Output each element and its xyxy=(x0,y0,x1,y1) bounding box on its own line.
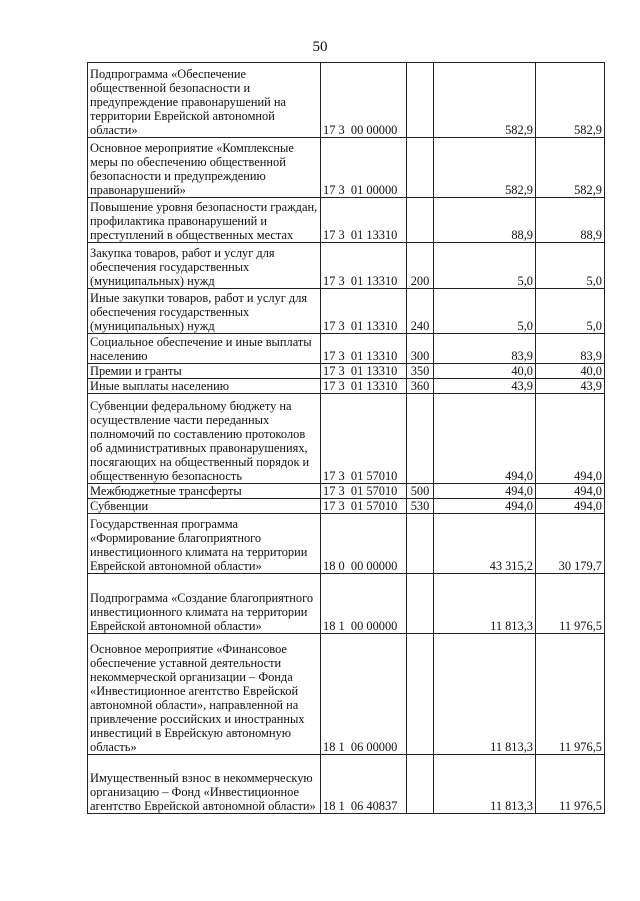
row-value-2: 5,0 xyxy=(536,289,605,334)
row-expense-type xyxy=(407,755,434,814)
row-code: 18 1 06 00000 xyxy=(321,634,407,755)
row-value-1: 11 813,3 xyxy=(434,574,536,634)
row-expense-type: 360 xyxy=(407,379,434,394)
row-expense-type xyxy=(407,514,434,574)
row-code: 17 3 01 00000 xyxy=(321,138,407,198)
row-value-2: 11 976,5 xyxy=(536,634,605,755)
row-value-2: 40,0 xyxy=(536,364,605,379)
row-code: 17 3 01 13310 xyxy=(321,364,407,379)
row-expense-type xyxy=(407,574,434,634)
row-value-2: 494,0 xyxy=(536,484,605,499)
row-code: 17 3 01 13310 xyxy=(321,334,407,364)
row-expense-type: 300 xyxy=(407,334,434,364)
row-name: Межбюджетные трансферты xyxy=(88,484,321,499)
row-code: 18 1 00 00000 xyxy=(321,574,407,634)
row-name: Социальное обеспечение и иные выплаты населению xyxy=(88,334,321,364)
row-value-1: 494,0 xyxy=(434,394,536,484)
table-row xyxy=(88,138,605,198)
row-value-1: 494,0 xyxy=(434,484,536,499)
row-expense-type xyxy=(407,394,434,484)
row-code: 18 0 00 00000 xyxy=(321,514,407,574)
row-expense-type xyxy=(407,63,434,138)
row-value-2: 494,0 xyxy=(536,394,605,484)
row-name: Повышение уровня безопасности граждан, профилактика правонарушений и преступлений в общественных местах xyxy=(88,198,321,243)
row-code: 17 3 01 13310 xyxy=(321,379,407,394)
table-row xyxy=(88,63,605,138)
table-row xyxy=(88,634,605,755)
row-name: Иные закупки товаров, работ и услуг для обеспечения государственных (муниципальных) нужд xyxy=(88,289,321,334)
row-expense-type: 530 xyxy=(407,499,434,514)
row-name: Премии и гранты xyxy=(88,364,321,379)
table-row xyxy=(88,379,605,394)
row-code: 18 1 06 40837 xyxy=(321,755,407,814)
row-expense-type: 240 xyxy=(407,289,434,334)
row-value-1: 43 315,2 xyxy=(434,514,536,574)
row-name: Основное мероприятие «Комплексные меры по обеспечению общественной безопасности и предупреждению правонарушений» xyxy=(88,138,321,198)
row-value-1: 40,0 xyxy=(434,364,536,379)
table-row xyxy=(88,364,605,379)
row-code: 17 3 01 13310 xyxy=(321,243,407,289)
table-row xyxy=(88,334,605,364)
row-value-2: 494,0 xyxy=(536,499,605,514)
table-row xyxy=(88,484,605,499)
row-value-1: 582,9 xyxy=(434,63,536,138)
row-code: 17 3 01 13310 xyxy=(321,289,407,334)
row-name: Субвенции федеральному бюджету на осуществление части переданных полномочий по составлению протоколов об административных правонарушениях, посягающих на общественный порядок и общественную безопасность xyxy=(88,394,321,484)
row-name: Основное мероприятие «Финансовое обеспечение уставной деятельности некоммерческой организации – Фонда «Инвестиционное агентство Еврейской автономной области», направленной на привлечение российских и иностранных инвестиций в Еврейскую автономную область» xyxy=(88,634,321,755)
table-row xyxy=(88,243,605,289)
row-name: Государственная программа «Формирование благоприятного инвестиционного климата на территории Еврейской автономной области» xyxy=(88,514,321,574)
row-value-2: 11 976,5 xyxy=(536,755,605,814)
row-code: 17 3 01 57010 xyxy=(321,499,407,514)
table-row xyxy=(88,514,605,574)
row-name: Субвенции xyxy=(88,499,321,514)
row-value-1: 11 813,3 xyxy=(434,634,536,755)
row-expense-type xyxy=(407,198,434,243)
row-value-2: 582,9 xyxy=(536,138,605,198)
row-value-1: 88,9 xyxy=(434,198,536,243)
row-value-1: 83,9 xyxy=(434,334,536,364)
row-value-2: 88,9 xyxy=(536,198,605,243)
table-row xyxy=(88,394,605,484)
row-code: 17 3 01 13310 xyxy=(321,198,407,243)
row-value-1: 43,9 xyxy=(434,379,536,394)
budget-table xyxy=(87,62,605,814)
row-name: Подпрограмма «Создание благоприятного инвестиционного климата на территории Еврейской автономной области» xyxy=(88,574,321,634)
row-expense-type xyxy=(407,138,434,198)
table-row xyxy=(88,198,605,243)
row-code: 17 3 00 00000 xyxy=(321,63,407,138)
row-code: 17 3 01 57010 xyxy=(321,484,407,499)
row-value-1: 494,0 xyxy=(434,499,536,514)
row-name: Иные выплаты населению xyxy=(88,379,321,394)
row-value-2: 5,0 xyxy=(536,243,605,289)
row-name: Закупка товаров, работ и услуг для обеспечения государственных (муниципальных) нужд xyxy=(88,243,321,289)
row-value-1: 11 813,3 xyxy=(434,755,536,814)
row-value-1: 5,0 xyxy=(434,289,536,334)
row-code: 17 3 01 57010 xyxy=(321,394,407,484)
row-expense-type: 200 xyxy=(407,243,434,289)
table-row xyxy=(88,574,605,634)
row-expense-type: 500 xyxy=(407,484,434,499)
table-row xyxy=(88,499,605,514)
row-value-1: 5,0 xyxy=(434,243,536,289)
page-number: 50 xyxy=(312,39,328,55)
row-name: Подпрограмма «Обеспечение общественной безопасности и предупреждение правонарушений на территории Еврейской автономной области» xyxy=(88,63,321,138)
row-value-2: 11 976,5 xyxy=(536,574,605,634)
table-row xyxy=(88,755,605,814)
row-value-2: 43,9 xyxy=(536,379,605,394)
row-value-1: 582,9 xyxy=(434,138,536,198)
row-value-2: 582,9 xyxy=(536,63,605,138)
row-name: Имущественный взнос в некоммерческую организацию – Фонд «Инвестиционное агентство Еврейской автономной области» xyxy=(88,755,321,814)
row-expense-type: 350 xyxy=(407,364,434,379)
table-row xyxy=(88,289,605,334)
row-value-2: 30 179,7 xyxy=(536,514,605,574)
row-expense-type xyxy=(407,634,434,755)
row-value-2: 83,9 xyxy=(536,334,605,364)
